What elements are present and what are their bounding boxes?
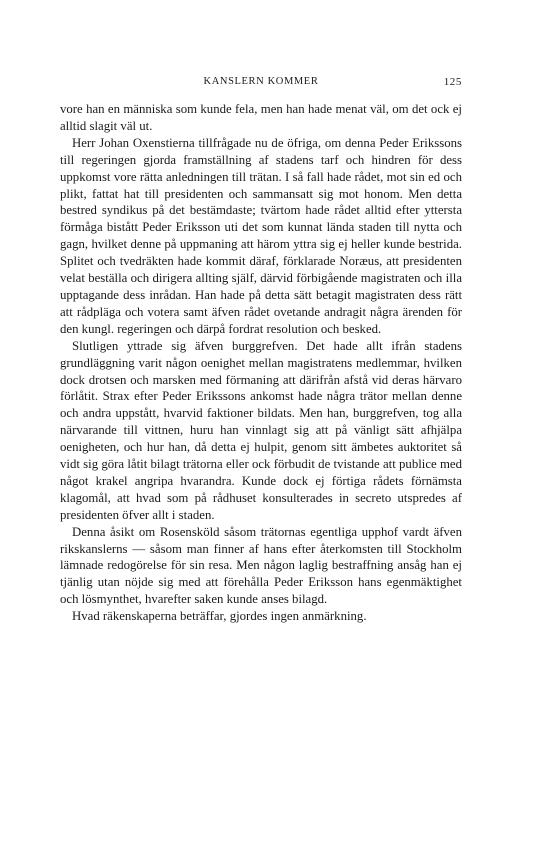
paragraph-rakenskaperna: Hvad räkenskaperna beträffar, gjordes ingen anmärkning. <box>72 609 367 624</box>
paragraph-rosenskold: Denna åsikt om Rosensköld såsom trätornas egentliga upphof vardt äfven rikskanslerns — såsom man finner af hans efter återkomsten till Stockholm lämnade redogörelse för sin resa. Men någon laglig bestraffning ansåg han ej tjänlig utan nöjde sig med att förehålla Peder Eriksson hans egenmäktighet och lösmynthet, hvarefter saken kunde anses bilagd. <box>60 524 462 607</box>
paragraph-oxenstierna: Herr Johan Oxenstierna tillfrågade nu de öfriga, om denna Peder Erikssons till regeringen gjorda framställning af stadens tarf och hindren för dess uppkomst vore rätta anledningen till trätan. I så fall hade rådet, mot sin ed och plikt, fattat hat till presidenten och sammansatt sig mot honom. Men detta bestred syndikus på det bestämdaste; tvärtom hade rådet alltid efter yttersta förmåga bistått Peder Eriksson uti det som kunnat lända staden till nytta och gagn, hvilket denne på uppmaning att härom yttra sig ej heller kunde bestrida. Splitet och tvedräkten hade kommit däraf, förklarade Noræus, att presidenten velat beställa och dirigera allting själf, därvid förbigående magistraten och illa upptagande dess inrådan. Han hade på detta sätt betagit magistraten dess rätt att rådpläga och votera samt äfven rådet ovetande andragit några ärenden för den kungl. regeringen och därpå fordrat resolution och besked. <box>60 135 462 336</box>
book-page <box>60 76 462 625</box>
running-title: KANSLERN KOMMER <box>203 76 319 87</box>
paragraph-burggrefven: Slutligen yttrade sig äfven burggrefven. Det hade allt ifrån stadens grundläggning varit någon oenighet mellan magistratens medlemmar, hvilken dock drotsen och marsken med förmaning att därifrån afstå vid deras härvaro förlåtit. Strax efter Peder Erikssons ankomst hade några trätor mellan denne och andra uppstått, hvarvid faktioner bildats. Men han, burggrefven, tog alla närvarande till vittnen, huru han vinnlagt sig att på vänligt sätt afhjälpa oenigheten, och hur han, då detta ej hulpit, genom sitt ämbetes auktoritet så vidt sig göra låtit bilagt trätorna eller ock förbudit de tvistande att publice med något krakel angripa hvarandra. Kunde dock ej förtiga rådets förnämsta klagomål, att hvad som på rådhuset konsulterades in secreto utspredes af presidenten öfver allt i staden. <box>60 338 462 522</box>
paragraph-continuation: vore han en människa som kunde fela, men han hade menat väl, om det ock ej alltid slagit väl ut. <box>60 102 462 133</box>
page-number: 125 <box>443 76 462 88</box>
running-head <box>60 76 462 94</box>
body-text <box>60 101 462 625</box>
